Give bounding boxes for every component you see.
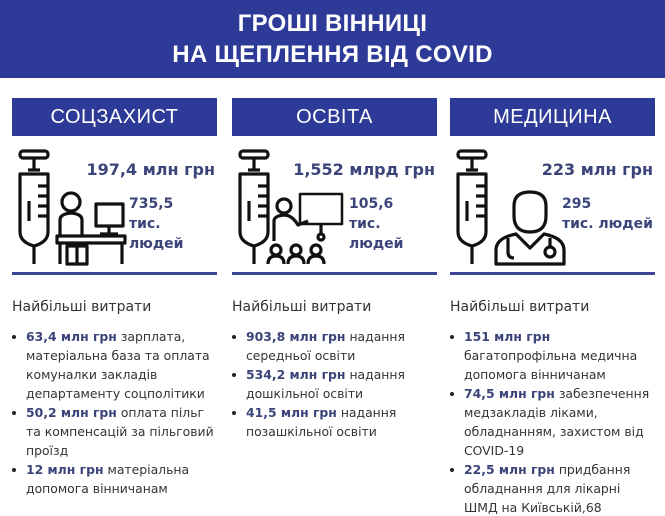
people-count-block (349, 194, 437, 254)
divider (450, 272, 655, 275)
expense-list (12, 327, 217, 498)
expense-list (232, 327, 437, 441)
people-count-block (562, 194, 653, 234)
people-unit: тис. людей (129, 216, 184, 252)
expense-list (450, 327, 655, 516)
page-header (0, 0, 665, 78)
list-item: 903,8 млн грн надання середньої освіти (232, 327, 437, 365)
people-count-block (129, 194, 217, 254)
list-item: 41,5 млн грн надання позашкільної освіти (232, 403, 437, 441)
divider (12, 272, 217, 275)
category-title: СОЦЗАХИСТ (12, 98, 217, 136)
list-item: 74,5 млн грн забезпечення медзакладів ліками, обладнанням, захистом від COVID-19 (450, 384, 655, 460)
total-amount: 197,4 млн грн (86, 160, 215, 179)
hero-block (450, 136, 655, 266)
divider (232, 272, 437, 275)
category-title: ОСВІТА (232, 98, 437, 136)
column-social (12, 98, 217, 498)
list-item: 63,4 млн грн зарплата, матеріальна база та оплата комуналки закладів департаменту соцполітики (12, 327, 217, 403)
title-line-2: НА ЩЕПЛЕННЯ ВІД COVID (172, 41, 493, 68)
title-line-1: ГРОШІ ВІННИЦІ (237, 10, 428, 37)
people-unit: тис. людей (349, 216, 404, 252)
people-unit: тис. людей (562, 216, 653, 232)
list-item: 12 млн грн матеріальна допомога вінничанам (12, 460, 217, 498)
subtitle: Найбільші витрати (12, 299, 152, 315)
total-amount: 223 млн грн (541, 160, 653, 179)
subtitle: Найбільші витрати (232, 299, 372, 315)
people-count: 105,6 (349, 196, 394, 212)
people-count: 295 (562, 196, 592, 212)
list-item: 22,5 млн грн придбання обладнання для лікарні ШМД на Київській,68 (450, 460, 655, 516)
column-education (232, 98, 437, 441)
list-item: 151 млн грн багатопрофільна медична допомога вінничанам (450, 327, 655, 384)
total-amount: 1,552 млрд грн (293, 160, 435, 179)
list-item: 534,2 млн грн надання дошкільної освіти (232, 365, 437, 403)
people-count: 735,5 (129, 196, 174, 212)
list-item: 50,2 млн грн оплата пільг та компенсацій за пільговий проїзд (12, 403, 217, 460)
column-medicine (450, 98, 655, 516)
subtitle: Найбільші витрати (450, 299, 590, 315)
hero-block (12, 136, 217, 266)
hero-block (232, 136, 437, 266)
category-title: МЕДИЦИНА (450, 98, 655, 136)
